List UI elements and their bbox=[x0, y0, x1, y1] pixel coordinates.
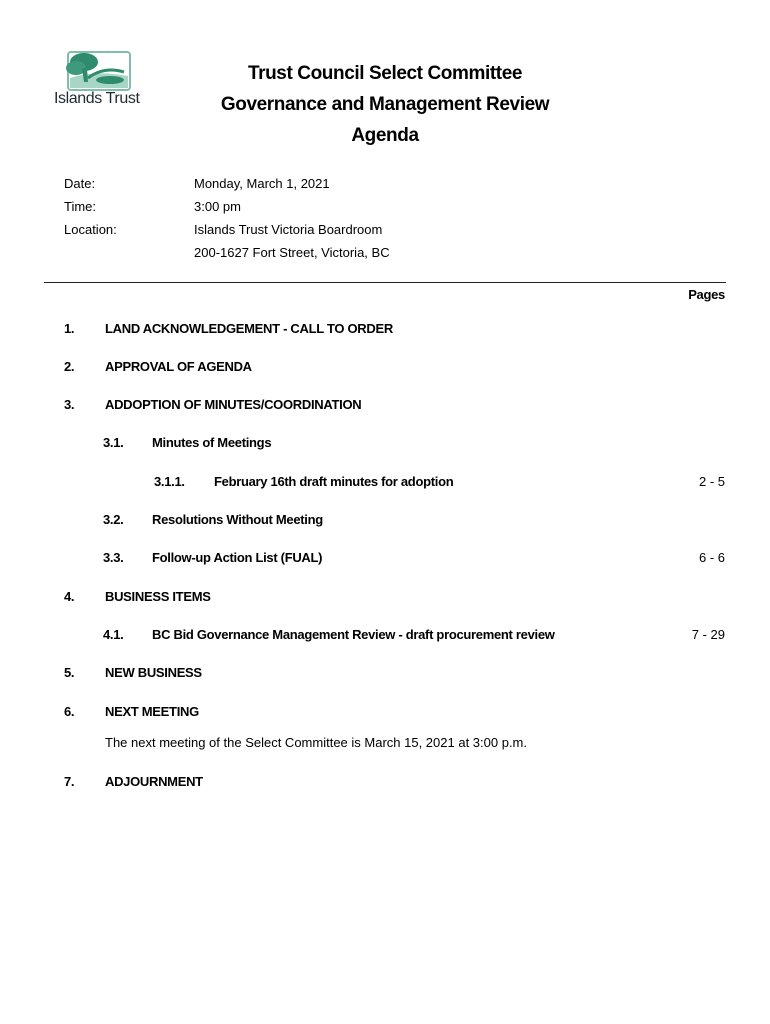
agenda-item bbox=[0, 472, 770, 492]
item-number: 3.1. bbox=[103, 435, 124, 450]
meta-label: Location: bbox=[64, 222, 117, 237]
agenda-item bbox=[0, 548, 770, 568]
agenda-item bbox=[0, 510, 770, 530]
divider bbox=[44, 282, 726, 283]
item-number: 1. bbox=[64, 321, 75, 336]
islands-trust-logo bbox=[54, 48, 150, 114]
meta-value: 3:00 pm bbox=[194, 199, 241, 214]
meta-label: Time: bbox=[64, 199, 97, 214]
item-title: February 16th draft minutes for adoption bbox=[214, 474, 454, 489]
item-title: NEW BUSINESS bbox=[105, 665, 202, 680]
pages-column-header: Pages bbox=[688, 287, 725, 302]
meta-value: Monday, March 1, 2021 bbox=[194, 176, 330, 191]
agenda-item bbox=[0, 395, 770, 415]
title-line-2: Governance and Management Review bbox=[220, 94, 550, 115]
meta-value: 200-1627 Fort Street, Victoria, BC bbox=[194, 245, 390, 260]
item-title: BUSINESS ITEMS bbox=[105, 589, 211, 604]
logo-text: Islands Trust bbox=[54, 90, 140, 107]
item-pages: 6 - 6 bbox=[698, 550, 725, 565]
item-number: 3. bbox=[64, 397, 75, 412]
item-number: 2. bbox=[64, 359, 75, 374]
item-title: APPROVAL OF AGENDA bbox=[105, 359, 252, 374]
item-title: LAND ACKNOWLEDGEMENT - CALL TO ORDER bbox=[105, 321, 393, 336]
item-number: 6. bbox=[64, 704, 75, 719]
item-number: 3.1.1. bbox=[154, 474, 185, 489]
item-title: Resolutions Without Meeting bbox=[152, 512, 323, 527]
item-title: BC Bid Governance Management Review - draft procurement review bbox=[152, 627, 555, 642]
item-number: 7. bbox=[64, 774, 75, 789]
agenda-item bbox=[0, 625, 770, 645]
item-title: Minutes of Meetings bbox=[152, 435, 272, 450]
title-line-1: Trust Council Select Committee bbox=[247, 63, 523, 84]
item-number: 4.1. bbox=[103, 627, 124, 642]
document-title bbox=[170, 58, 600, 151]
agenda-item bbox=[0, 319, 770, 339]
item-number: 5. bbox=[64, 665, 75, 680]
title-line-3: Agenda bbox=[351, 125, 419, 146]
item-number: 4. bbox=[64, 589, 75, 604]
agenda-item bbox=[0, 772, 770, 792]
agenda-item bbox=[0, 702, 770, 722]
item-title: NEXT MEETING bbox=[105, 704, 199, 719]
tree-island-icon bbox=[54, 48, 150, 92]
agenda-item bbox=[0, 587, 770, 607]
item-number: 3.2. bbox=[103, 512, 124, 527]
agenda-item bbox=[0, 663, 770, 683]
item-title: ADJOURNMENT bbox=[105, 774, 203, 789]
meta-label: Date: bbox=[64, 176, 96, 191]
agenda-item bbox=[0, 433, 770, 453]
agenda-item bbox=[0, 357, 770, 377]
next-meeting-note: The next meeting of the Select Committee is March 15, 2021 at 3:00 p.m. bbox=[105, 735, 527, 750]
item-title: ADDOPTION OF MINUTES/COORDINATION bbox=[105, 397, 362, 412]
item-title: Follow-up Action List (FUAL) bbox=[152, 550, 323, 565]
item-number: 3.3. bbox=[103, 550, 124, 565]
item-pages: 2 - 5 bbox=[698, 474, 725, 489]
meta-value: Islands Trust Victoria Boardroom bbox=[194, 222, 383, 237]
item-pages: 7 - 29 bbox=[691, 627, 725, 642]
